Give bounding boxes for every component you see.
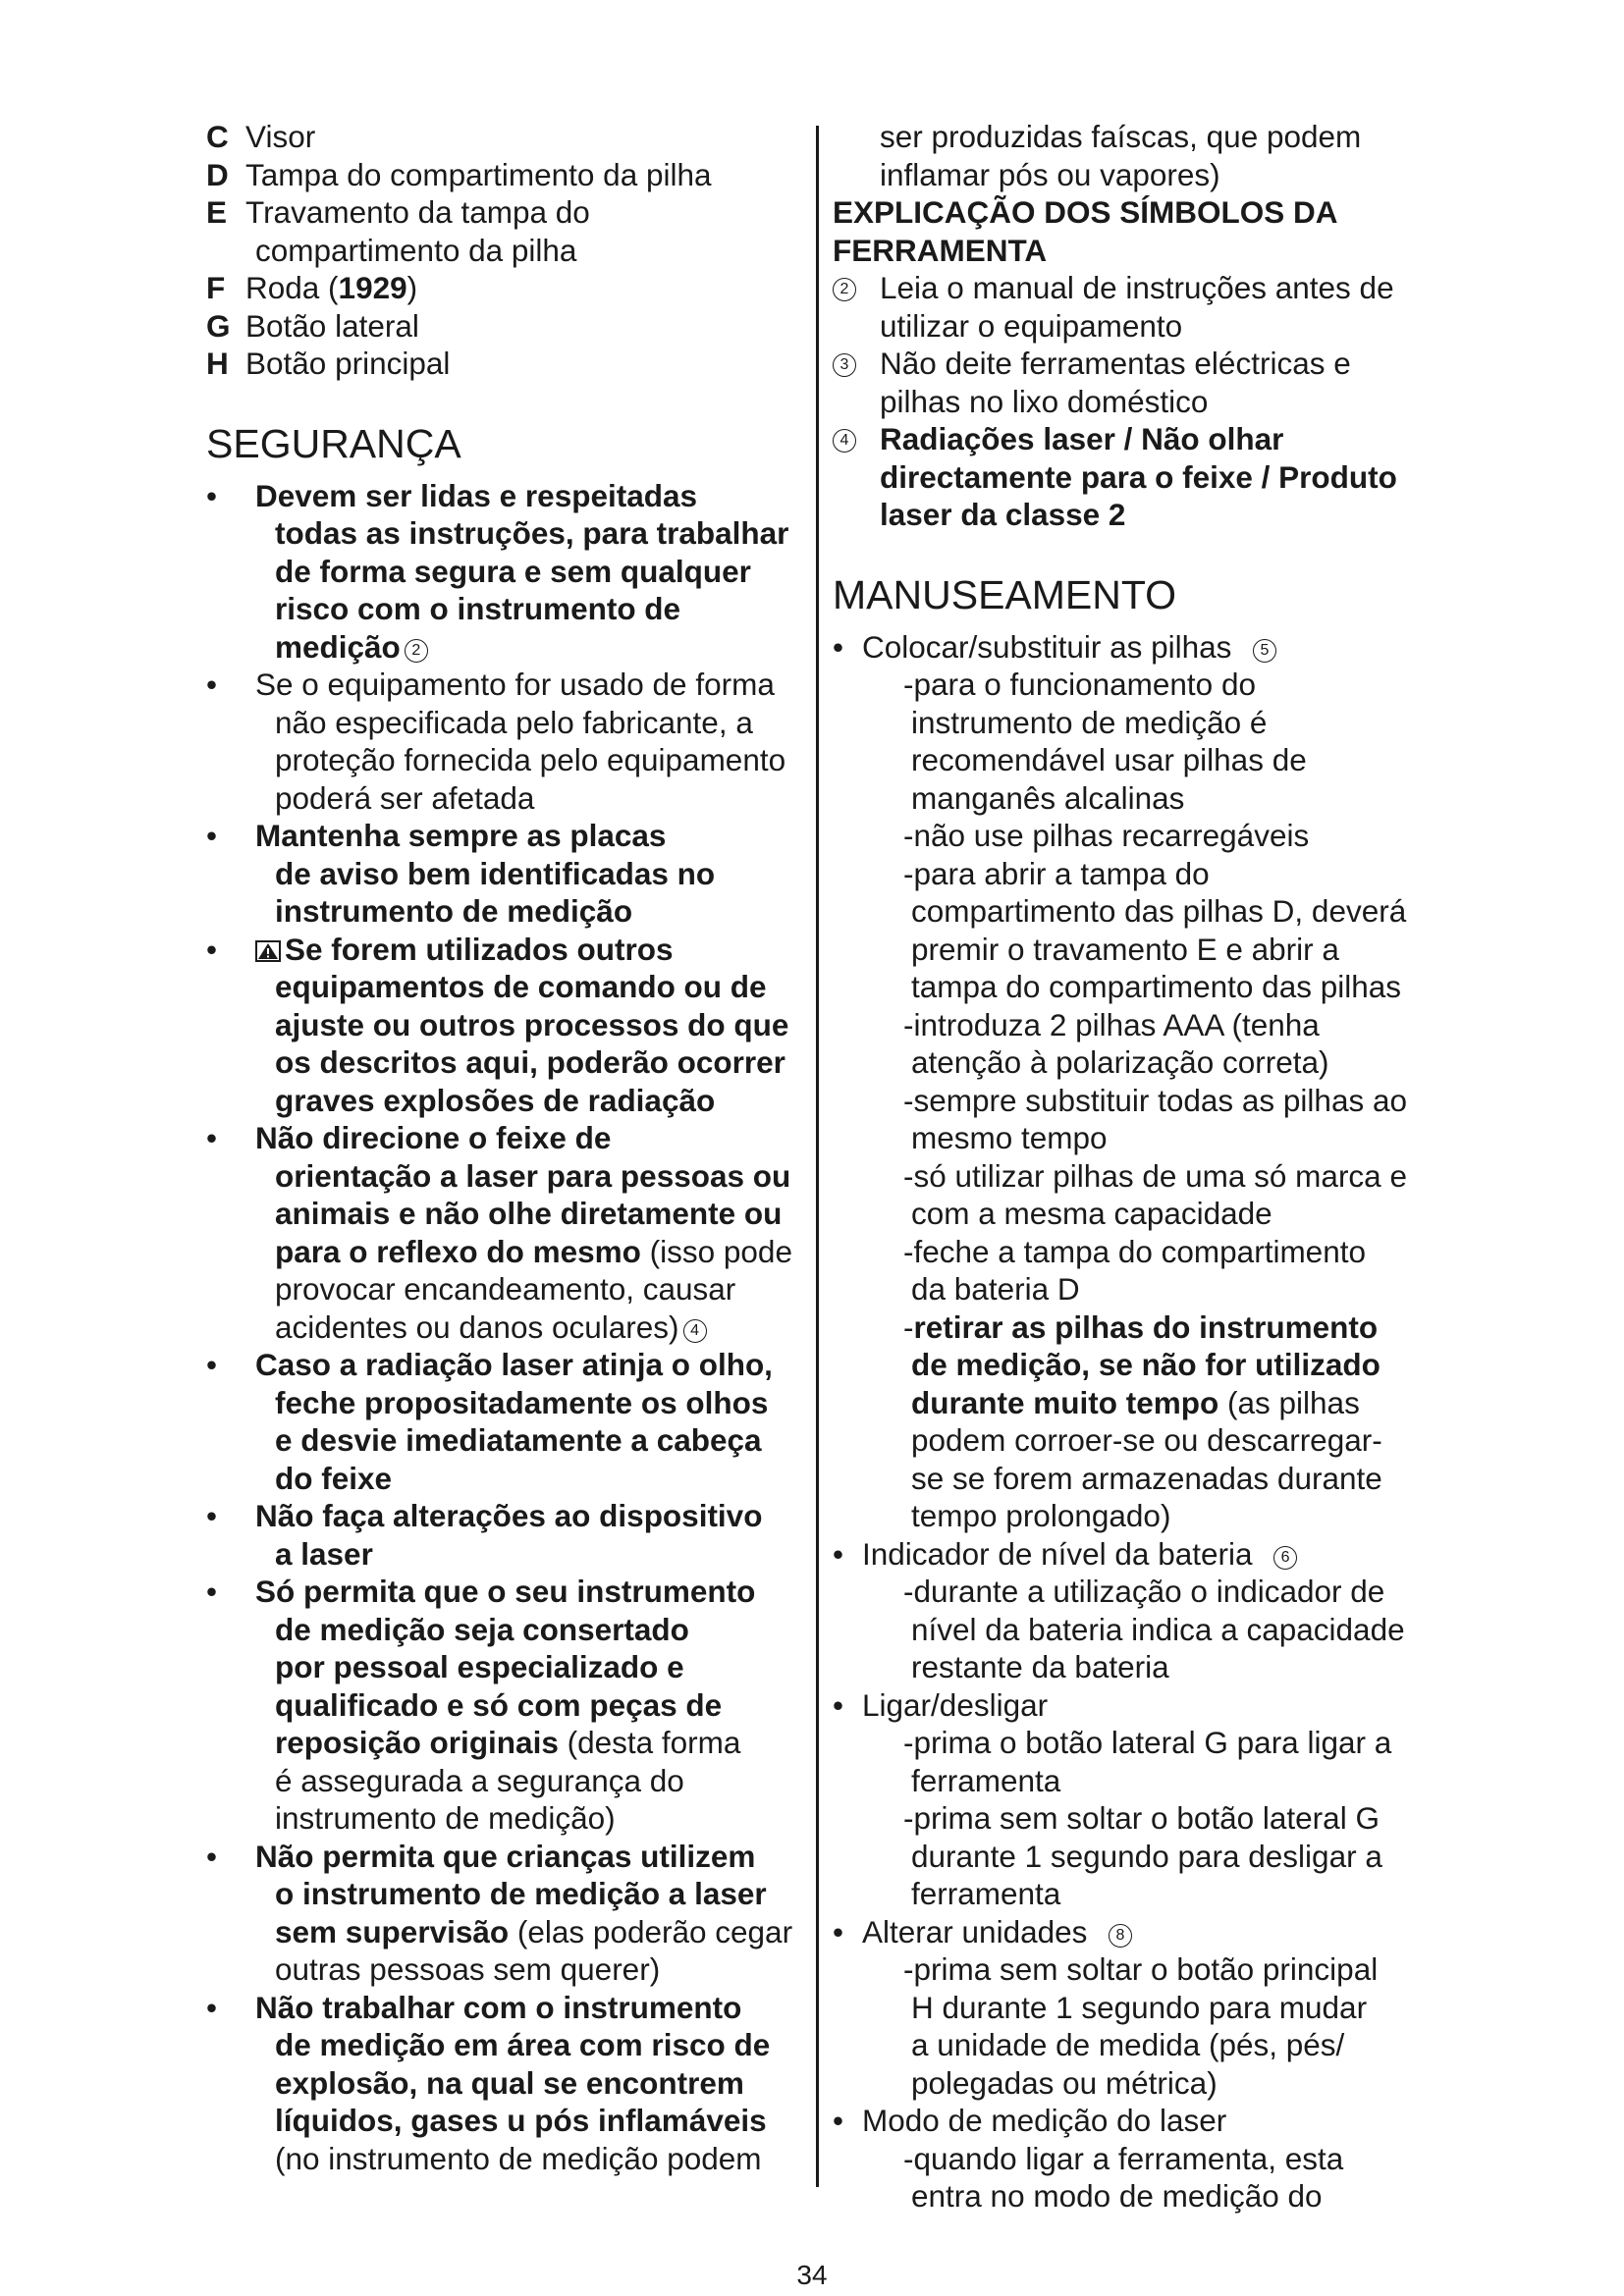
text-line: podem corroer-se ou descarregar- — [911, 1422, 1382, 1458]
text-line: todas as instruções, para trabalhar — [275, 515, 789, 551]
text-line: -para abrir a tampa do — [903, 855, 1210, 891]
item-title: Ligar/desligar — [862, 1686, 1049, 1723]
bullet-icon: • — [833, 1686, 844, 1723]
circled-number-icon: 3 — [833, 353, 856, 377]
bullet-icon: • — [833, 628, 844, 665]
bullet-icon: • — [206, 477, 218, 513]
text-line: outras pessoas sem querer) — [275, 1951, 661, 1987]
text-line: Não direcione o feixe de — [255, 1120, 612, 1155]
bullet-icon: • — [833, 1535, 844, 1572]
text-fragment: (desta forma — [558, 1725, 741, 1760]
text-line: ferramenta — [911, 1876, 1061, 1911]
safety-item-eye-exposure — [206, 1346, 815, 1497]
text-line: compartimento das pilhas D, deverá — [911, 893, 1407, 929]
text-line: directamente para o feixe / Produto — [880, 458, 1397, 495]
subitem — [903, 1308, 1461, 1535]
subitem — [903, 666, 1461, 817]
legend-label: Travamento da tampa do — [245, 194, 590, 230]
legend-text: ) — [406, 270, 418, 305]
symbol-item-laser-radiation — [833, 420, 1461, 534]
legend-label: Visor — [245, 119, 316, 154]
legend-label — [245, 269, 417, 307]
text-line: e desvie imediatamente a cabeça — [275, 1422, 762, 1458]
legend-key: F — [206, 270, 226, 305]
warning-triangle-icon — [255, 940, 281, 962]
bullet-icon: • — [206, 1989, 218, 2025]
text-fragment: retirar as pilhas do instrumento — [913, 1308, 1379, 1345]
text-line: Se o equipamento for usado de forma — [255, 667, 775, 702]
section-heading-handling: MANUSEAMENTO — [833, 571, 1177, 617]
text-line: a laser — [275, 1535, 373, 1572]
text-line: Caso a radiação laser atinja o olho, — [255, 1347, 773, 1382]
text-line: atenção à polarização correta) — [911, 1044, 1329, 1080]
subitem — [903, 1573, 1461, 1686]
safety-item-warning-plates — [206, 817, 815, 931]
bullet-icon: • — [206, 1120, 218, 1155]
text-line: inflamar pós ou vapores) — [880, 156, 1220, 192]
text-line: EXPLICAÇÃO DOS SÍMBOLOS DA — [833, 194, 1338, 230]
text-line: se se forem armazenadas durante — [911, 1460, 1382, 1496]
symbols-heading — [833, 193, 1461, 269]
text-line: recomendável usar pilhas de — [911, 742, 1307, 777]
legend-item-c — [206, 118, 815, 156]
text-line: Não faça alterações ao dispositivo — [255, 1498, 763, 1533]
text-line — [862, 628, 1461, 667]
text-line: -não use pilhas recarregáveis — [903, 818, 1310, 853]
circled-number-icon: 2 — [833, 278, 856, 301]
text-line: Não trabalhar com o instrumento — [255, 1989, 742, 2025]
text-line: mesmo tempo — [911, 1120, 1108, 1155]
continued-text — [833, 118, 1461, 193]
text-line: pilhas no lixo doméstico — [880, 383, 1209, 419]
text-line: Não permita que crianças utilizem — [255, 1838, 756, 1874]
item-title: Modo de medição do laser — [862, 2103, 1227, 2138]
safety-item-explosive-area — [206, 1989, 815, 2178]
item-title: Colocar/substituir as pilhas — [862, 628, 1232, 665]
text-line: ajuste ou outros processos do que — [275, 1006, 789, 1042]
text-fragment: acidentes ou danos oculares) — [275, 1308, 679, 1345]
legend-key: G — [206, 307, 231, 344]
text-line: instrumento de medição é — [911, 704, 1268, 740]
text-fragment: para o reflexo do mesmo — [275, 1233, 641, 1269]
text-line: -para o funcionamento do — [903, 667, 1256, 702]
text-line: -prima sem soltar o botão lateral G — [903, 1800, 1380, 1836]
text-line: Mantenha sempre as placas — [255, 818, 667, 853]
text-fragment: reposição originais — [275, 1725, 559, 1760]
text-line — [255, 1233, 815, 1271]
text-line: provocar encandeamento, causar — [275, 1271, 736, 1307]
text-line: tempo prolongado) — [911, 1498, 1171, 1533]
text-line: -prima o botão lateral G para ligar a — [903, 1725, 1392, 1760]
legend-label-continued: compartimento da pilha — [255, 232, 577, 268]
text-line: tampa do compartimento das pilhas — [911, 969, 1402, 1004]
legend-label: Botão principal — [245, 346, 451, 381]
legend-label: Tampa do compartimento da pilha — [245, 156, 712, 192]
right-column — [833, 118, 1461, 2216]
left-column — [206, 118, 815, 2177]
text-line: entra no modo de medição do — [911, 2178, 1323, 2214]
text-line: Leia o manual de instruções antes de — [880, 270, 1394, 305]
subitem — [903, 1950, 1461, 2102]
text-line: risco com o instrumento de — [275, 591, 681, 626]
item-title: Alterar unidades — [862, 1913, 1088, 1949]
text-line: animais e não olhe diretamente ou — [275, 1196, 783, 1231]
page-number: 34 — [796, 2260, 828, 2290]
text-line: restante da bateria — [911, 1649, 1169, 1684]
text-line: não especificada pelo fabricante, a — [275, 704, 753, 740]
handling-subitems-batteries — [833, 666, 1461, 1535]
subitem — [903, 855, 1461, 1006]
legend-model-number: 1929 — [338, 270, 407, 305]
legend-key: E — [206, 194, 228, 230]
handling-subitems-laser-mode — [833, 2140, 1461, 2216]
text-line: ferramenta — [911, 1762, 1061, 1798]
legend-item-f — [206, 269, 815, 307]
text-fragment: medição — [275, 628, 401, 665]
safety-item-read-instructions — [206, 477, 815, 667]
text-fragment: sem supervisão — [275, 1913, 510, 1949]
bullet-icon: • — [206, 1498, 218, 1533]
bullet-icon: • — [206, 818, 218, 853]
safety-item-children — [206, 1838, 815, 1989]
text-line: Não deite ferramentas eléctricas e — [880, 346, 1351, 381]
legend-key: H — [206, 346, 229, 381]
text-line: proteção fornecida pelo equipamento — [275, 742, 786, 777]
handling-subitems-units — [833, 1950, 1461, 2102]
text-fragment: (isso pode — [640, 1233, 792, 1269]
handling-item-battery-level — [833, 1535, 1461, 1574]
text-line: líquidos, gases u pós inflamáveis — [275, 2103, 767, 2138]
text-fragment: (elas poderão cegar — [509, 1913, 793, 1949]
text-line: o instrumento de medição a laser — [275, 1876, 767, 1911]
text-line: FERRAMENTA — [833, 232, 1048, 268]
text-line: instrumento de medição — [275, 893, 633, 929]
text-line: de forma segura e sem qualquer — [275, 553, 751, 589]
subitem — [903, 1724, 1461, 1799]
subitem — [903, 1157, 1461, 1233]
text-line: orientação a laser para pessoas ou — [275, 1157, 791, 1194]
text-line: graves explosões de radiação — [275, 1082, 716, 1118]
legend-item-d — [206, 156, 815, 194]
text-line — [255, 1913, 815, 1951]
text-line: os descritos aqui, poderão ocorrer — [275, 1044, 785, 1080]
circled-number-icon: 4 — [833, 429, 856, 453]
handling-item-units — [833, 1913, 1461, 1951]
text-line: -feche a tampa do compartimento — [903, 1233, 1366, 1269]
circled-number-icon: 4 — [683, 1319, 707, 1343]
item-title: Indicador de nível da bateria — [862, 1535, 1253, 1572]
text-line: Só permita que o seu instrumento — [255, 1574, 756, 1609]
subitem — [903, 1006, 1461, 1082]
text-line: a unidade de medida (pés, pés/ — [911, 2027, 1345, 2062]
text-line: -quando ligar a ferramenta, esta — [903, 2140, 1344, 2176]
text-line: por pessoal especializado e — [275, 1649, 684, 1684]
text-line — [255, 931, 815, 969]
text-line: qualificado e só com peças de — [275, 1686, 723, 1723]
subitem — [903, 1799, 1461, 1913]
text-line: de medição seja consertado — [275, 1611, 689, 1647]
bullet-icon: • — [206, 1347, 218, 1382]
subitem — [903, 817, 1461, 855]
bullet-icon: • — [833, 1913, 844, 1949]
legend-key: C — [206, 119, 229, 154]
text-line: -introduza 2 pilhas AAA (tenha — [903, 1006, 1320, 1042]
text-line: durante 1 segundo para desligar a — [911, 1838, 1382, 1874]
text-line: -sempre substituir todas as pilhas ao — [903, 1082, 1407, 1118]
text-line — [255, 1724, 815, 1762]
safety-item-protection — [206, 666, 815, 817]
text-line: feche propositadamente os olhos — [275, 1384, 769, 1420]
legend-item-h — [206, 345, 815, 383]
handling-subitems-battery-level — [833, 1573, 1461, 1686]
text-line — [903, 1308, 1461, 1347]
circled-number-icon: 6 — [1273, 1546, 1297, 1570]
text-line — [862, 1535, 1461, 1574]
legend-item-e — [206, 193, 815, 232]
text-line: -só utilizar pilhas de uma só marca e — [903, 1157, 1407, 1194]
text-line: -durante a utilização o indicador de — [903, 1574, 1385, 1609]
symbol-item-read-manual — [833, 269, 1461, 345]
circled-number-icon: 8 — [1109, 1924, 1132, 1948]
text-line: poderá ser afetada — [275, 779, 535, 816]
text-line — [255, 628, 815, 667]
text-line: -prima sem soltar o botão principal — [903, 1951, 1379, 1987]
text-line: laser da classe 2 — [880, 497, 1126, 532]
section-heading-safety: SEGURANÇA — [206, 420, 461, 466]
bullet-icon: • — [206, 931, 218, 967]
text-line: Radiações laser / Não olhar — [880, 421, 1284, 456]
bullet-icon: • — [206, 667, 218, 702]
text-line: de aviso bem identificadas no — [275, 855, 716, 891]
parts-legend — [206, 118, 815, 383]
bullet-icon: • — [833, 2103, 844, 2138]
legend-key: D — [206, 156, 229, 192]
legend-text: Roda ( — [245, 270, 339, 305]
bullet-icon: • — [206, 1574, 218, 1609]
text-line: instrumento de medição) — [275, 1800, 616, 1836]
text-line: H durante 1 segundo para mudar — [911, 1989, 1368, 2025]
legend-item-g — [206, 307, 815, 346]
text-line: de medição em área com risco de — [275, 2027, 771, 2062]
text-line: nível da bateria indica a capacidade — [911, 1611, 1405, 1647]
handling-item-laser-mode — [833, 2102, 1461, 2140]
text-line — [255, 1308, 815, 1347]
safety-item-laser-direction — [206, 1119, 815, 1346]
text-line: equipamentos de comando ou de — [275, 969, 767, 1004]
safety-item-repairs — [206, 1573, 815, 1838]
handling-item-on-off — [833, 1686, 1461, 1725]
legend-label: Botão lateral — [245, 307, 419, 344]
bullet-icon: • — [206, 1838, 218, 1874]
text-line: utilizar o equipamento — [880, 307, 1183, 344]
text-line: manganês alcalinas — [911, 779, 1185, 816]
text-line: premir o travamento E e abrir a — [911, 931, 1339, 967]
text-line — [903, 1384, 1461, 1422]
symbol-item-disposal — [833, 345, 1461, 420]
text-line: explosão, na qual se encontrem — [275, 2064, 744, 2101]
safety-item-no-modifications — [206, 1497, 815, 1573]
handling-item-batteries — [833, 628, 1461, 667]
subitem — [903, 1233, 1461, 1308]
subitem — [903, 2140, 1461, 2216]
text-line: do feixe — [275, 1460, 393, 1496]
text-line: é assegurada a segurança do — [275, 1762, 684, 1798]
text-line: polegadas ou métrica) — [911, 2064, 1218, 2101]
text-line: ser produzidas faíscas, que podem — [880, 119, 1362, 154]
text-line: da bateria D — [911, 1271, 1080, 1307]
text-line: com a mesma capacidade — [911, 1196, 1272, 1231]
text-fragment: Se forem utilizados outros — [285, 931, 674, 967]
safety-item-radiation — [206, 931, 815, 1120]
text-line: Devem ser lidas e respeitadas — [255, 477, 698, 513]
subitem — [903, 1082, 1461, 1157]
text-line — [862, 1913, 1461, 1951]
text-line: (no instrumento de medição podem — [275, 2140, 762, 2176]
text-fragment: durante muito tempo — [911, 1384, 1219, 1420]
handling-subitems-on-off — [833, 1724, 1461, 1913]
text-fragment: (as pilhas — [1218, 1384, 1360, 1420]
text-fragment: - — [903, 1308, 914, 1345]
column-divider — [816, 126, 819, 2187]
circled-number-icon: 5 — [1253, 639, 1276, 663]
text-line: de medição, se não for utilizado — [911, 1347, 1380, 1382]
circled-number-icon: 2 — [405, 639, 428, 663]
